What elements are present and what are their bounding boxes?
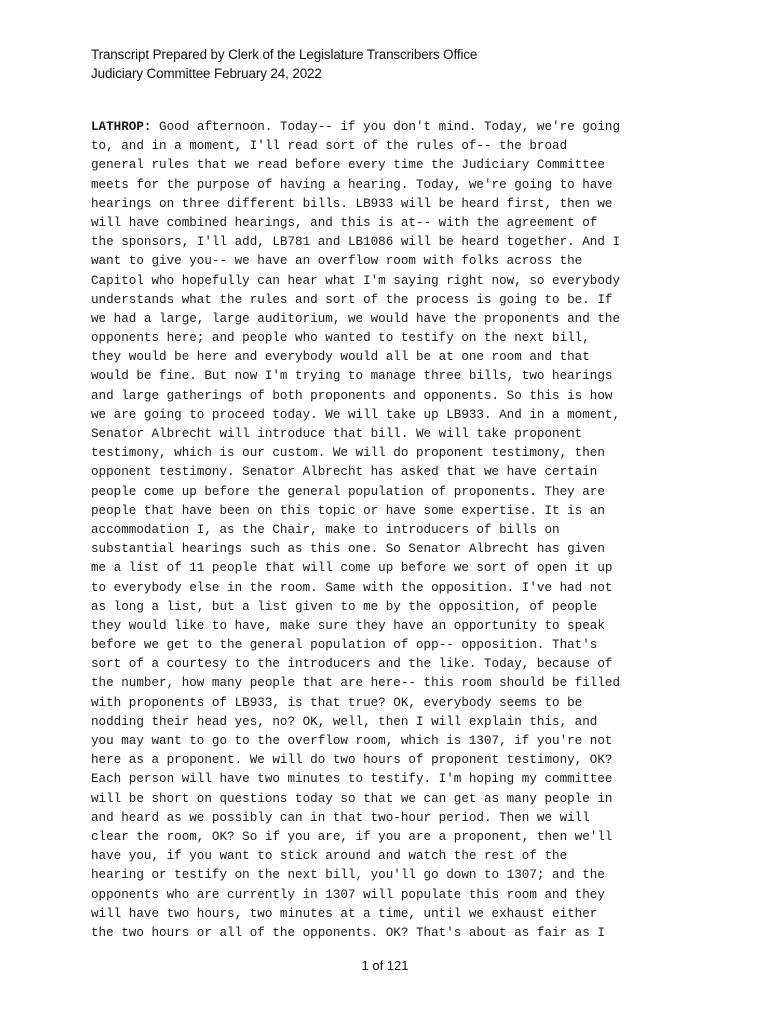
transcript-line: the number, how many people that are here-- this room should be filled [91,676,621,691]
transcript-line: will have two hours, two minutes at a time, until we exhaust either [91,906,598,921]
transcript-line: opponent testimony. Senator Albrecht has asked that we have certain [91,465,598,480]
transcript-line: Senator Albrecht will introduce that bill. We will take proponent [91,427,583,441]
transcript-line: we are going to proceed today. We will take up LB933. And in a moment, [91,407,621,422]
transcript-line: hearing or testify on the next bill, you'll go down to 1307; and the [91,868,605,883]
transcript-line: as long a list, but a list given to me by the opposition, of people [91,599,598,614]
transcript-line: Each person will have two minutes to testify. I'm hoping my committee [91,772,613,787]
transcript-line: want to give you-- we have an overflow room with folks across the [91,254,583,269]
transcript-line: before we get to the general population of opp-- opposition. That's [91,638,598,653]
transcript-line: people that have been on this topic or have some expertise. It is an [91,503,605,518]
page-number: 1 of 121 [361,958,409,973]
transcript-line: the two hours or all of the opponents. OK? That's about as fair as I [91,925,605,940]
transcript-line: to everybody else in the room. Same with the opposition. I've had not [91,580,613,595]
transcript-line: hearings on three different bills. LB933 will be heard first, then we [91,196,613,211]
transcript-line: the sponsors, I'll add, LB781 and LB1086 will be heard together. And I [91,235,621,250]
transcript-line: substantial hearings such as this one. So Senator Albrecht has given [91,542,605,557]
transcript-line: meets for the purpose of having a hearing. Today, we're going to have [91,177,613,192]
transcript-body [91,118,691,943]
transcript-line: we had a large, large auditorium, we would have the proponents and the [91,311,621,326]
header-title: Transcript Prepared by Clerk of the Legislature Transcribers Office [91,47,478,62]
document-header [91,46,477,83]
transcript-line: and large gatherings of both proponents and opponents. So this is how [91,388,613,403]
transcript-line: they would be here and everybody would all be at one room and that [91,350,590,365]
transcript-line: they would like to have, make sure they have an opportunity to speak [91,618,605,633]
transcript-line: opponents here; and people who wanted to testify on the next bill, [91,331,590,346]
speaker-name: LATHROP: [91,120,152,134]
transcript-line: you may want to go to the overflow room, which is 1307, if you're not [91,734,613,748]
transcript-line: to, and in a moment, I'll read sort of the rules of-- the broad [91,139,568,154]
transcript-line: opponents who are currently in 1307 will populate this room and they [91,887,605,902]
transcript-line: will be short on questions today so that we can get as many people in [91,791,613,806]
transcript-line: understands what the rules and sort of the process is going to be. If [91,292,613,307]
transcript-text: Good afternoon. Today-- if you don't mind. Today, we're going [151,120,621,134]
transcript-line: accommodation I, as the Chair, make to introducers of bills on [91,522,560,537]
transcript-line: have you, if you want to stick around and watch the rest of the [91,849,568,864]
transcript-line: would be fine. But now I'm trying to manage three bills, two hearings [91,369,613,384]
transcript-line: clear the room, OK? So if you are, if you are a proponent, then we'll [91,829,613,844]
transcript-line: me a list of 11 people that will come up before we sort of open it up [91,561,613,576]
header-subtitle: Judiciary Committee February 24, 2022 [91,65,322,81]
transcript-line: with proponents of LB933, is that true? OK, everybody seems to be [91,695,583,710]
transcript-line: Capitol who hopefully can hear what I'm saying right now, so everybody [91,273,621,288]
transcript-line: will have combined hearings, and this is at-- with the agreement of [91,215,598,230]
transcript-line: and heard as we possibly can in that two-hour period. Then we will [91,810,590,825]
transcript-line: sort of a courtesy to the introducers and the like. Today, because of [91,657,613,672]
transcript-line: people come up before the general population of proponents. They are [91,484,605,499]
transcript-line: testimony, which is our custom. We will do proponent testimony, then [91,446,605,461]
transcript-line: general rules that we read before every time the Judiciary Committee [91,158,605,173]
transcript-line [91,118,691,137]
transcript-line: here as a proponent. We will do two hours of proponent testimony, OK? [91,753,613,768]
transcript-line: nodding their head yes, no? OK, well, then I will explain this, and [91,714,598,729]
